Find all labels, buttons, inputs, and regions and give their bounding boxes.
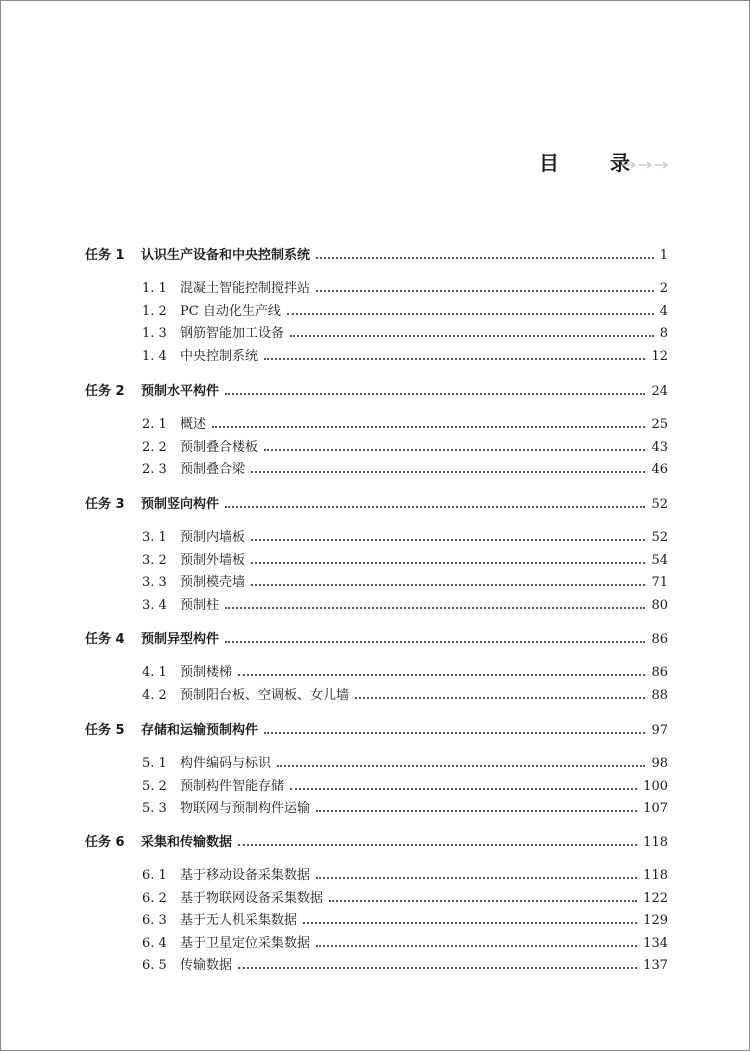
leader-dots (316, 809, 637, 812)
chapter-title: 预制水平构件 (141, 384, 220, 399)
toc-section-entry[interactable] (142, 908, 668, 928)
chapter-number: 任务 6 (85, 835, 125, 850)
section-number: 5. 2 (142, 778, 167, 794)
leader-dots (225, 640, 645, 643)
leader-dots (212, 425, 645, 428)
section-title: 钢筋智能加工设备 (180, 326, 285, 341)
toc-section-entry[interactable] (142, 321, 668, 341)
toc-section-entry[interactable] (142, 660, 668, 680)
section-title: 物联网与预制构件运输 (180, 801, 311, 816)
toc-section-entry[interactable] (142, 457, 668, 477)
chapter-page-number: 118 (643, 835, 668, 850)
toc-section-entry[interactable] (142, 525, 668, 545)
section-number: 1. 3 (142, 326, 167, 341)
section-title: 构件编码与标识 (180, 756, 272, 771)
section-number: 2. 2 (142, 439, 167, 455)
section-title: 概述 (180, 417, 207, 432)
section-title: 预制楼梯 (180, 665, 233, 680)
chapter-number: 任务 2 (85, 384, 125, 399)
chapter-number: 任务 1 (85, 248, 125, 263)
section-title: 混凝土智能控制搅拌站 (180, 281, 311, 296)
section-page-number: 118 (643, 868, 668, 883)
section-number: 6. 4 (142, 935, 167, 951)
chapter-page-number: 52 (651, 497, 668, 512)
chapter-page-number: 97 (651, 723, 668, 738)
leader-dots (264, 448, 645, 451)
leader-dots (251, 538, 645, 541)
page-title: 目 录 (539, 151, 652, 175)
section-number: 3. 2 (142, 552, 167, 568)
section-page-number: 98 (651, 756, 668, 771)
section-title: 基于卫星定位采集数据 (180, 935, 311, 951)
leader-dots (264, 731, 645, 734)
section-page-number: 43 (651, 439, 668, 455)
toc-section-entry[interactable] (142, 344, 668, 364)
section-page-number: 86 (651, 665, 668, 680)
section-number: 6. 5 (142, 958, 167, 973)
chapter-page-number: 24 (651, 384, 668, 399)
section-page-number: 12 (651, 348, 668, 364)
section-page-number: 46 (651, 462, 668, 477)
leader-dots (238, 843, 637, 846)
leader-dots (225, 606, 645, 609)
section-number: 6. 2 (142, 890, 167, 906)
section-title: 基于无人机采集数据 (180, 913, 298, 928)
section-page-number: 107 (643, 801, 668, 816)
section-page-number: 134 (643, 935, 668, 951)
toc-section-entry[interactable] (142, 593, 668, 613)
section-title: 基于移动设备采集数据 (180, 868, 311, 883)
toc-section-entry[interactable] (142, 412, 668, 432)
section-number: 3. 1 (142, 530, 167, 545)
section-title: 预制阳台板、空调板、女儿墙 (180, 687, 350, 703)
section-page-number: 52 (651, 530, 668, 545)
leader-dots (329, 899, 637, 902)
section-number: 6. 1 (142, 868, 167, 883)
toc-section-entry[interactable] (142, 774, 668, 794)
toc-section-entry[interactable] (142, 299, 668, 319)
leader-dots (238, 966, 637, 969)
toc-section-entry[interactable] (142, 863, 668, 883)
section-title: 中央控制系统 (180, 348, 259, 364)
leader-dots (287, 312, 654, 315)
section-page-number: 100 (643, 778, 668, 794)
section-page-number: 2 (659, 281, 668, 296)
section-number: 5. 1 (142, 756, 167, 771)
section-page-number: 88 (651, 687, 668, 703)
section-title: 基于物联网设备采集数据 (180, 890, 324, 906)
section-title: 预制内墙板 (180, 530, 246, 545)
section-title: 预制外墙板 (180, 552, 246, 568)
section-page-number: 122 (643, 890, 668, 906)
section-page-number: 25 (651, 417, 668, 432)
chapter-title: 预制竖向构件 (141, 497, 220, 512)
leader-dots (225, 392, 645, 395)
section-page-number: 80 (651, 597, 668, 613)
chapter-number: 任务 4 (85, 632, 125, 647)
leader-dots (316, 876, 637, 879)
toc-section-entry[interactable] (142, 683, 668, 703)
section-number: 5. 3 (142, 801, 167, 816)
section-title: 预制叠合梁 (180, 462, 246, 477)
chapter-title: 预制异型构件 (141, 632, 220, 647)
section-title: 预制模壳墙 (180, 575, 246, 590)
section-number: 3. 3 (142, 575, 167, 590)
toc-section-entry[interactable] (142, 931, 668, 951)
leader-dots (303, 921, 637, 924)
toc-chapter-entry[interactable] (85, 830, 668, 850)
toc-section-entry[interactable] (142, 276, 668, 296)
section-number: 2. 1 (142, 417, 167, 432)
section-title: 预制构件智能存储 (180, 778, 285, 794)
section-number: 1. 2 (142, 303, 167, 319)
toc-chapter-entry[interactable] (85, 492, 668, 512)
section-number: 1. 4 (142, 348, 167, 364)
chapter-title: 存储和运输预制构件 (141, 723, 259, 738)
leader-dots (316, 256, 654, 259)
chapter-page-number: 86 (651, 632, 668, 647)
toc-section-entry[interactable] (142, 548, 668, 568)
section-page-number: 54 (651, 552, 668, 568)
leader-dots (316, 944, 637, 947)
section-page-number: 4 (659, 303, 668, 319)
leader-dots (316, 289, 654, 292)
toc-section-entry[interactable] (142, 435, 668, 455)
toc-chapter-entry[interactable] (85, 243, 668, 263)
section-number: 6. 3 (142, 913, 167, 928)
leader-dots (264, 357, 645, 360)
section-page-number: 137 (643, 958, 668, 973)
leader-dots (251, 470, 645, 473)
chapter-page-number: 1 (659, 248, 668, 263)
chapter-title: 采集和传输数据 (141, 835, 233, 850)
section-number: 4. 1 (142, 665, 167, 680)
chapter-number: 任务 3 (85, 497, 125, 512)
leader-dots (290, 787, 637, 790)
toc-section-entry[interactable] (142, 953, 668, 973)
leader-dots (238, 673, 645, 676)
section-number: 2. 3 (142, 462, 167, 477)
section-title: 预制柱 (180, 597, 220, 613)
toc-section-entry[interactable] (142, 751, 668, 771)
toc-chapter-entry[interactable] (85, 379, 668, 399)
chapter-title: 认识生产设备和中央控制系统 (141, 248, 311, 263)
toc-chapter-entry[interactable] (85, 627, 668, 647)
toc-section-entry[interactable] (142, 886, 668, 906)
leader-dots (251, 583, 645, 586)
section-title: 传输数据 (180, 958, 233, 973)
section-number: 4. 2 (142, 687, 167, 703)
leader-dots (225, 505, 645, 508)
section-page-number: 71 (651, 575, 668, 590)
toc-list (1, 1, 750, 1052)
toc-section-entry[interactable] (142, 796, 668, 816)
section-title: 预制叠合楼板 (180, 439, 259, 455)
section-number: 3. 4 (142, 597, 167, 613)
section-page-number: 129 (643, 913, 668, 928)
leader-dots (251, 561, 645, 564)
leader-dots (277, 764, 645, 767)
section-page-number: 8 (659, 326, 668, 341)
section-title: PC 自动化生产线 (180, 303, 281, 319)
toc-chapter-entry[interactable] (85, 718, 668, 738)
chapter-number: 任务 5 (85, 723, 125, 738)
section-number: 1. 1 (142, 281, 167, 296)
toc-section-entry[interactable] (142, 570, 668, 590)
leader-dots (290, 334, 654, 337)
leader-dots (355, 696, 645, 699)
